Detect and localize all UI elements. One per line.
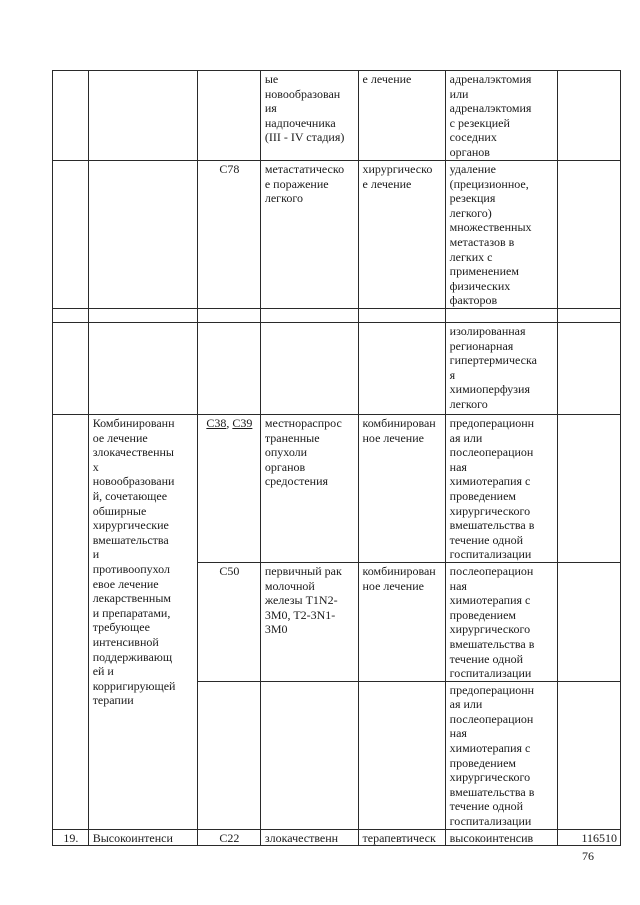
cost-cell: 116510 <box>557 829 620 846</box>
number-cell <box>53 415 89 830</box>
table-row <box>53 161 621 309</box>
method-cell: предоперационн ая или послеоперацион ная химиотерапия с проведением хирургического вмешательства в течение одной госпитализации <box>445 415 557 563</box>
number-cell <box>53 323 89 415</box>
cost-cell <box>557 71 620 161</box>
treatment-type-cell <box>358 681 445 829</box>
cost-cell <box>557 323 620 415</box>
diagnosis-cell: метастатическо е поражение легкого <box>260 161 358 309</box>
table-row-spacer <box>53 309 621 323</box>
method-cell: удаление (прецизионное, резекция легкого) множественных метастазов в легких с применением физических факторов <box>445 161 557 309</box>
diagnosis-cell <box>260 681 358 829</box>
method-cell: послеоперацион ная химиотерапия с проведением хирургического вмешательства в течение одной госпитализации <box>445 562 557 681</box>
cost-cell <box>557 681 620 829</box>
medical-care-table <box>52 70 621 846</box>
number-cell: 19. <box>53 829 89 846</box>
diagnosis-cell: ые новообразован ия надпочечника (III - IV стадия) <box>260 71 358 161</box>
treatment-type-cell: хирургическо е лечение <box>358 161 445 309</box>
code-cell: C78 <box>197 161 260 309</box>
method-cell: изолированная регионарная гипертермическа я химиоперфузия легкого <box>445 323 557 415</box>
number-cell <box>53 161 89 309</box>
method-cell: высокоинтенсив <box>445 829 557 846</box>
diagnosis-cell: первичный рак молочной железы T1N2- 3M0, T2-3N1- 3M0 <box>260 562 358 681</box>
treatment-type-cell <box>358 323 445 415</box>
table-row <box>53 71 621 161</box>
code-cell <box>197 71 260 161</box>
code-link-c38[interactable]: C38 <box>206 416 227 430</box>
cost-cell <box>557 161 620 309</box>
name-cell <box>88 323 197 415</box>
diagnosis-cell: местнораспрос траненные опухоли органов средостения <box>260 415 358 563</box>
code-cell: C38, C39 <box>197 415 260 563</box>
table-row <box>53 415 621 563</box>
code-cell <box>197 323 260 415</box>
method-cell: адреналэктомия или адреналэктомия с резекцией соседних органов <box>445 71 557 161</box>
name-cell: Высокоинтенси <box>88 829 197 846</box>
treatment-type-cell: комбинирован ное лечение <box>358 415 445 563</box>
name-cell <box>88 161 197 309</box>
method-cell: предоперационн ая или послеоперацион ная химиотерапия с проведением хирургического вмешательства в течение одной госпитализации <box>445 681 557 829</box>
treatment-type-cell: комбинирован ное лечение <box>358 562 445 681</box>
cost-cell <box>557 562 620 681</box>
combined-name-cell: Комбинированн ое лечение злокачественны х новообразовани й, сочетающее обширные хирургические вмешательства и противоопухол евое лечение лекарственным и препаратами, требующее интенсивной поддерживающ ей и корригирующей терапии <box>88 415 197 830</box>
diagnosis-cell: злокачественн <box>260 829 358 846</box>
name-cell <box>88 71 197 161</box>
code-link-c39[interactable]: C39 <box>232 416 253 430</box>
code-cell: C50 <box>197 562 260 681</box>
diagnosis-cell <box>260 323 358 415</box>
cost-cell <box>557 415 620 563</box>
code-cell: C22 <box>197 829 260 846</box>
treatment-type-cell: е лечение <box>358 71 445 161</box>
table-row <box>53 829 621 846</box>
treatment-type-cell: терапевтическ <box>358 829 445 846</box>
table-row <box>53 323 621 415</box>
number-cell <box>53 71 89 161</box>
page-number: 76 <box>582 849 594 863</box>
code-cell <box>197 681 260 829</box>
